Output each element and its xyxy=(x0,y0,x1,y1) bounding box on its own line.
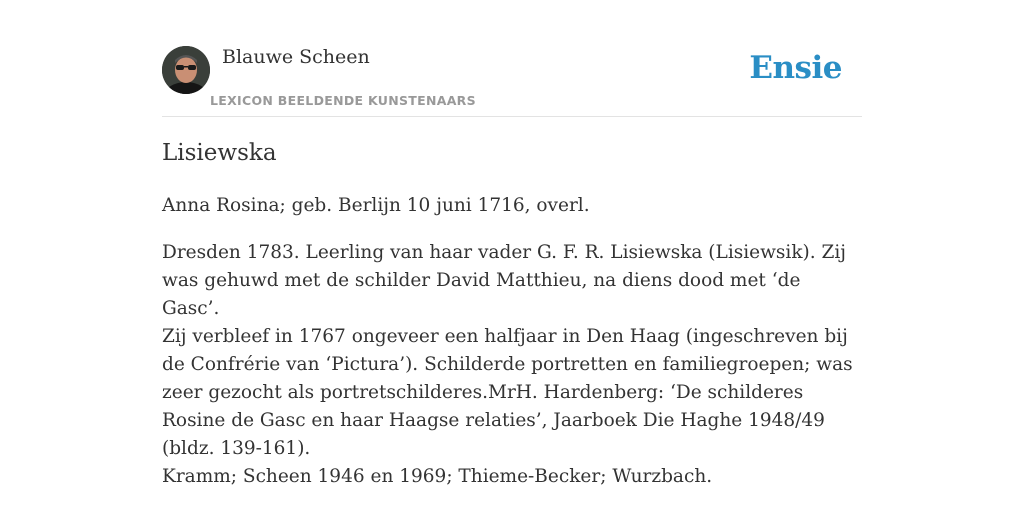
article-paragraph: Zij verbleef in 1767 ongeveer een halfjaar in Den Haag (ingeschreven bij de Confrérie van ‘Pictura’). Schilderde portretten en familiegroepen; was zeer gezocht als portretschilderes.MrH. Hardenberg: ‘De schilderes Rosine de Gasc en haar Haagse relaties’, Jaarboek Die Haghe 1948/49 (bldz. 139-161). xyxy=(162,326,853,459)
article-paragraph: Kramm; Scheen 1946 en 1969; Thieme-Becker; Wurzbach. xyxy=(162,466,713,487)
article-title: Lisiewska xyxy=(162,140,277,166)
article-header xyxy=(162,46,862,117)
author-name[interactable]: Blauwe Scheen xyxy=(222,46,370,68)
avatar-image xyxy=(162,46,210,94)
author-avatar[interactable] xyxy=(162,46,210,94)
article-paragraph: Anna Rosina; geb. Berlijn 10 juni 1716, overl. xyxy=(162,195,590,216)
publication-name[interactable]: LEXICON BEELDENDE KUNSTENAARS xyxy=(210,93,476,108)
article-paragraph: Dresden 1783. Leerling van haar vader G. F. R. Lisiewska (Lisiewsik). Zij was gehuwd met de schilder David Matthieu, na diens dood met ‘de Gasc’. xyxy=(162,242,847,319)
ensie-logo[interactable]: Ensie xyxy=(749,50,842,86)
